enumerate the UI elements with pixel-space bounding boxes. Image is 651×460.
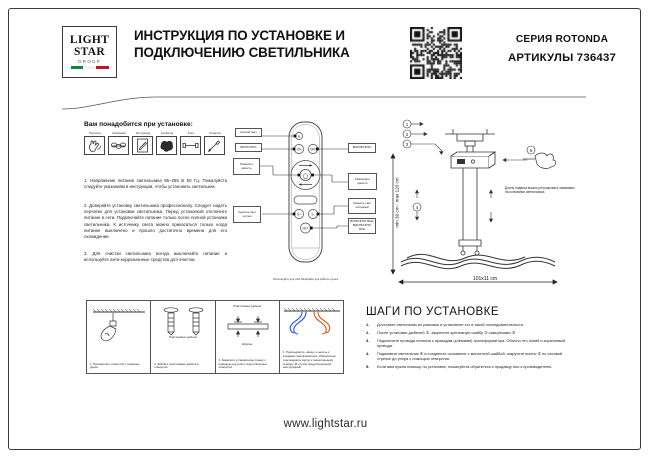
svg-text:4: 4 <box>415 204 419 210</box>
page-title: ИНСТРУКЦИЯ ПО УСТАНОВКЕ И ПОДКЛЮЧЕНИЮ СВЕТИЛЬНИКА <box>134 28 350 60</box>
vertical-dimension-label: min 30 cm - max 120 cm <box>394 177 400 228</box>
install-panel-3-mid-label: Шурупы <box>241 342 253 346</box>
tool-label: Салфетка <box>160 132 174 135</box>
tool-label: Перчатки <box>89 132 101 135</box>
svg-text:S+: S+ <box>297 212 301 217</box>
tool-item <box>132 131 154 155</box>
step-text: Если вам нужна помощь по установке, пожалуйста обратитесь к продавцу или к производителю. <box>377 363 553 369</box>
remote-label-on: ВКЛЮЧИТЬ <box>235 143 262 152</box>
step-number: 4. <box>366 350 370 356</box>
step-text: Поднимите светильник ④ и соедините основание с магнитной шайбой, закрутите винты ⑤ по часовой стрелке до упора с помощью отверстия. <box>377 350 563 361</box>
gloves-icon <box>84 136 105 155</box>
svg-text:OFF: OFF <box>309 147 317 152</box>
install-panel-3-caption: 3. Закрепите установочную планку с помощью шурупов и подготовленных отверстий. <box>218 357 267 370</box>
svg-text:5: 5 <box>529 147 533 153</box>
wiring-icon <box>280 303 344 343</box>
step-item <box>366 322 576 327</box>
remote-label-brightness-up: Повысить яркость <box>233 158 260 175</box>
logo-line1: LIGHT <box>69 33 110 46</box>
italy-flag-icon <box>71 66 109 69</box>
install-panel-3 <box>215 300 279 374</box>
horizontal-dimension-label: 101x11 cm <box>472 276 498 282</box>
logo-line3: GROUP <box>77 58 102 64</box>
install-panel-2-caption: 2. Забейте пластиковые дюбеля в отверстия. <box>154 361 199 370</box>
remote-label-all-on-off: ВКЛЮЧИТЬ ВСЕ/ВЫКЛЮЧИТЬ ВСЕ <box>348 218 376 234</box>
step-text: Достаньте светильник из упаковки и установите его в такой последовательности. <box>377 322 525 327</box>
cloth-icon <box>156 136 177 155</box>
tool-item <box>156 131 178 155</box>
mounting-bar-icon <box>216 311 280 341</box>
svg-text:3: 3 <box>405 141 409 147</box>
remote-label-warm-light: Сделать свет теплее <box>233 206 261 223</box>
install-panel-2-label: Пластиковые дюбеля <box>168 335 197 339</box>
tools-row <box>84 131 226 155</box>
manual-icon <box>132 136 153 155</box>
install-panels <box>86 300 344 374</box>
install-panel-4 <box>279 300 344 374</box>
footer-url: www.lightstar.ru <box>283 418 368 430</box>
remote-caption: Используйте для ААА батарейки для работы пульта <box>272 278 338 281</box>
svg-text:2: 2 <box>405 131 409 137</box>
tool-item <box>204 131 226 155</box>
step-item <box>366 338 576 348</box>
step-item <box>366 330 576 335</box>
drill-icon <box>87 303 151 347</box>
technical-drawing <box>383 112 583 292</box>
paragraph-2: 2. Доверяйте установку светильника профессионалу. Следует надеть перчатки для установки светильника. Перед установкой отключите питание в сети. Подключайте питание только после полной установки светильника. К источнику света можно прикасаться только когда питание выключено и прошло достаточно времени для его охлаждения. <box>84 203 227 240</box>
qr-code <box>410 27 462 79</box>
screwdriver-icon <box>204 136 225 155</box>
remote-control-diagram <box>233 118 378 290</box>
header-divider <box>62 96 586 110</box>
wrench-icon <box>180 136 201 155</box>
article-label: АРТИКУЛЫ 736437 <box>507 52 617 64</box>
tools-heading: Вам понадобится при установке: <box>84 121 193 128</box>
wire-connectors-icon <box>108 136 129 155</box>
step-number: 1. <box>366 322 370 327</box>
install-panel-3-top-label: Пластиковые дюбеля <box>233 304 262 308</box>
series-label: СЕРИЯ ROTONDA <box>515 34 609 45</box>
svg-text:1: 1 <box>405 121 409 127</box>
vertical-dimension <box>388 150 398 270</box>
header <box>62 24 617 86</box>
step-text: После установки дюбелей ①, закрепите крепежную шайбу ② саморезами ③ <box>377 329 516 335</box>
svg-text:M: M <box>297 134 301 139</box>
install-panel-4-caption: 4. Подсоедините «фазу» и «ноль» к клеммам трансформатора. Обязательно подсоедините корпус к заземляющему проводу. (В случае предусмотренной конструкцией) <box>282 350 336 370</box>
remote-label-brightness-down: Уменьшить яркость <box>348 173 377 190</box>
step-number: 5. <box>366 363 370 369</box>
remote-label-cold-light: Сменить свет холодный <box>348 198 376 214</box>
tool-item <box>180 131 202 155</box>
paragraph-3: 3. Для очистки светильника всегда выключайте питание и используйте анти-коррозионные средства для очистки. <box>84 251 227 263</box>
step-item <box>366 364 576 369</box>
step-item <box>366 351 576 361</box>
svg-text:SET: SET <box>302 226 309 231</box>
steps-list <box>366 322 576 371</box>
remote-label-night-light: Ночной свет <box>235 128 262 137</box>
tool-label: Клеммники <box>112 132 126 135</box>
suspension-note: Длину подвеса можно регулировать зажимами на основании светильника <box>505 186 575 195</box>
tool-label: Инструкция <box>135 132 151 135</box>
tool-item <box>84 131 106 155</box>
tool-label: Отвертка <box>209 132 221 135</box>
product-info <box>482 34 642 64</box>
install-panel-1 <box>86 300 150 374</box>
step-number: 3. <box>366 337 370 343</box>
svg-text:S-: S- <box>311 212 315 217</box>
logo-line2: STAR <box>73 45 106 58</box>
tool-label: Ключ <box>187 132 195 135</box>
install-panel-2 <box>150 300 214 374</box>
step-text: Подключите провода питания к проводам (клеммам) трансформатора. Обычно это синий и коричневый провода. <box>377 337 566 348</box>
install-panel-1-caption: 1. Просверлите отверстия с помощью дрели. <box>90 361 140 370</box>
paragraph-1: 1. Напряжение питания светильника 85–265 В 50 Гц. Пожалуйста следуйте указаниям в инструкции, чтобы установить светильник. <box>84 178 227 190</box>
remote-label-off: ВЫКЛЮЧИТЬ <box>348 143 376 153</box>
svg-text:ON: ON <box>296 147 302 152</box>
tool-item <box>108 131 130 155</box>
step-number: 2. <box>366 329 370 335</box>
brand-logo <box>62 26 117 78</box>
steps-heading: ШАГИ ПО УСТАНОВКЕ <box>366 305 499 318</box>
